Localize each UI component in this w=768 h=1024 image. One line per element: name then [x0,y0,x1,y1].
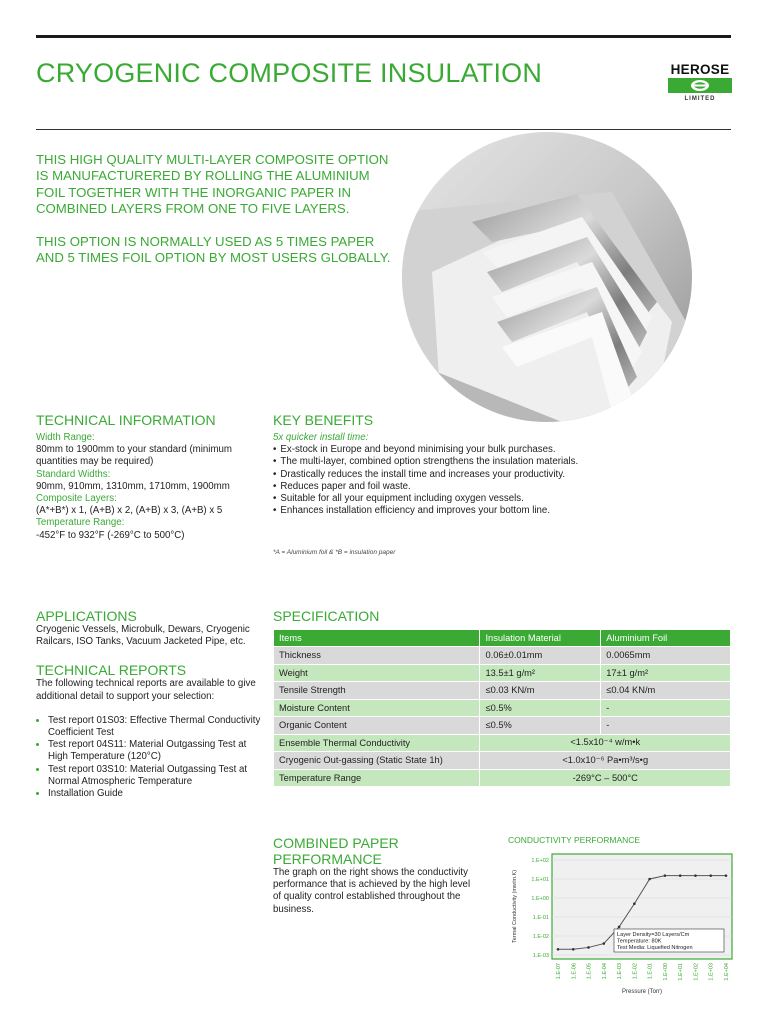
data-point [725,874,728,877]
spec-cell: Cryogenic Out-gassing (Static State 1h) [274,752,480,770]
y-tick-label: 1.E+00 [531,896,549,902]
data-point [618,926,621,929]
product-photo [402,132,692,422]
benefits-lead: 5x quicker install time: [273,432,369,443]
spec-cell: 17±1 g/m² [601,664,731,682]
combined-text: The graph on the right shows the conductivity performance that is achieved by the high level of quality control established throughout the business. [273,867,471,915]
technical-reports [36,662,261,800]
y-tick-label: 1.E-02 [532,934,549,940]
data-point [694,874,697,877]
x-tick-label: 1.E-04 [601,963,608,980]
tech-value: 90mm, 910mm, 1310mm, 1710mm, 1900mm [36,480,230,492]
tech-label: Temperature Range: [36,517,125,529]
spec-cell: <1.5x10⁻⁴ w/m•k [480,734,731,752]
specification-section [273,608,731,787]
x-tick-label: 1.E-06 [571,963,578,980]
report-item [48,764,261,788]
report-desc: Effective Thermal Conductivity Coefficient Test [48,714,261,739]
spec-cell: Thickness [274,647,480,665]
reports-list [36,715,261,800]
x-tick-label: 1.E+02 [693,963,700,981]
spec-heading: SPECIFICATION [273,608,380,624]
logo-bar [668,78,732,93]
reports-heading: TECHNICAL REPORTS [36,662,187,679]
benefits-heading: KEY BENEFITS [273,412,374,428]
data-point [709,874,712,877]
spec-row [274,664,731,682]
technical-information [36,412,261,542]
annotation-line: Test Media: Liquefied Nitrogen [617,945,693,951]
x-tick-label: 1.E-01 [647,963,654,980]
data-point [587,946,590,949]
spec-cell: Tensile Strength [274,682,480,700]
report-code: Test report 01S03: [48,714,128,726]
intro-text [36,152,396,284]
spec-col-header: Aluminium Foil [601,630,731,647]
tech-value: (A*+B*) x 1, (A+B) x 2, (A+B) x 3, (A+B) x 5 [36,505,223,517]
spec-row [274,769,731,787]
benefit-item: • The multi-layer, combined option strengthens the insulation materials. [273,456,733,468]
intro-paragraph-1: THIS HIGH QUALITY MULTI-LAYER COMPOSITE OPTION IS MANUFACTURERED BY ROLLING THE ALUMINIUM FOIL TOGETHER WITH THE INORGANIC PAPER IN COMBINED LAYERS FROM ONE TO FIVE LAYERS. [36,152,389,216]
spec-cell: 0.0065mm [601,647,731,665]
report-desc: Material Outgassing Test at Normal Atmospheric Temperature [48,763,248,787]
y-tick-label: 1.E+01 [531,877,549,883]
benefit-item: • Reduces paper and foil waste. [273,481,733,493]
spec-cell: -269°C – 500°C [480,769,731,787]
data-point [664,874,667,877]
spec-cell: Ensemble Thermal Conductivity [274,734,480,752]
report-item [48,739,261,763]
y-tick-label: 1.E+02 [531,858,549,864]
applications-section [36,608,261,800]
applications-text: Cryogenic Vessels, Microbulk, Dewars, Cryogenic Railcars, ISO Tanks, Vacuum Jacketed Pipe, etc. [36,624,250,648]
spec-cell: ≤0.5% [480,699,601,717]
reports-text: The following technical reports are available to give additional detail to support your selection: [36,678,256,702]
tech-label: Width Range: [36,432,95,443]
data-point [648,878,651,881]
combined-heading: COMBINED PAPER PERFORMANCE [273,835,399,867]
intro-paragraph-2: THIS OPTION IS NORMALLY USED AS 5 TIMES PAPER AND 5 TIMES FOIL OPTION BY MOST USERS GLOBALLY. [36,234,391,266]
x-tick-label: 1.E+04 [724,963,730,981]
chart-title: CONDUCTIVITY PERFORMANCE [508,835,641,845]
insulation-foil-image [402,132,692,422]
tech-heading: TECHNICAL INFORMATION [36,412,216,428]
conductivity-chart [508,835,736,995]
report-code: Test report 04S11: [48,739,127,751]
x-tick-label: 1.E-02 [632,963,639,980]
benefit-item: • Drastically reduces the install time and increases your productivity. [273,469,733,481]
spec-cell: Organic Content [274,717,480,735]
x-axis-label: Pressure (Torr) [621,989,663,995]
y-axis-label: Termal Conductivity (mw/m.K) [512,869,518,944]
benefit-item: • Enhances installation efficiency and improves your bottom line. [273,505,733,517]
spec-row [274,647,731,665]
spec-cell: Moisture Content [274,699,480,717]
data-point [679,874,682,877]
data-point [603,942,606,945]
spec-col-header: Insulation Material [480,630,601,647]
report-item [48,788,261,800]
logo-name: HEROSE [670,62,730,77]
logo-emblem-icon [668,78,732,93]
chart-svg [508,845,736,995]
annotation-line: Layer Density=30 Layers/Cm [617,932,690,938]
x-tick-label: 1.E+01 [678,963,685,981]
spec-col-header: Items [274,630,480,647]
data-point [572,948,575,951]
spec-cell: ≤0.04 KN/m [601,682,731,700]
spec-cell: ≤0.03 KN/m [480,682,601,700]
spec-cell: <1.0x10⁻⁶ Pa•m³/s•g [480,752,731,770]
tech-value: -452°F to 932°F (-269°C to 500°C) [36,529,185,541]
spec-cell: - [601,717,731,735]
spec-cell: Weight [274,664,480,682]
logo-sub: LIMITED [684,96,716,102]
spec-table [273,629,731,787]
header-rule [36,129,731,130]
x-tick-label: 1.E+00 [662,963,669,981]
top-rule [36,35,731,38]
spec-cell: Temperature Range [274,769,480,787]
y-tick-label: 1.E-03 [532,953,549,959]
report-desc: Material Outgassing Test at High Temperature (120°C) [48,739,247,763]
x-tick-label: 1.E-07 [556,963,562,980]
benefits-list [273,444,733,517]
spec-header-row [274,630,731,647]
applications-heading: APPLICATIONS [36,608,137,624]
spec-row [274,682,731,700]
x-tick-label: 1.E-03 [617,963,624,980]
data-point [633,902,636,905]
tech-label: Composite Layers: [36,493,117,505]
tech-items [36,432,261,542]
x-tick-label: 1.E+03 [708,963,715,981]
spec-row [274,699,731,717]
herose-logo [668,63,732,102]
page-title: CRYOGENIC COMPOSITE INSULATION [36,58,543,88]
key-benefits [273,412,733,560]
report-code: Test report 03S10: [48,763,128,775]
tech-value: 80mm to 1900mm to your standard (minimum quantities may be required) [36,444,232,468]
spec-row [274,717,731,735]
spec-cell: ≤0.5% [480,717,601,735]
spec-row [274,734,731,752]
report-item [48,715,261,739]
spec-cell: 13.5±1 g/m² [480,664,601,682]
footnote: *A = Aluminium foil & *B = insulation paper [273,549,396,557]
benefit-item: • Suitable for all your equipment including oxygen vessels. [273,493,733,505]
spec-row [274,752,731,770]
spec-cell: - [601,699,731,717]
combined-performance [273,835,473,916]
benefit-item: • Ex-stock in Europe and beyond minimising your bulk purchases. [273,444,733,456]
report-desc: Installation Guide [48,788,123,800]
y-tick-label: 1.E-01 [532,915,549,921]
data-point [557,948,560,951]
spec-cell: 0.06±0.01mm [480,647,601,665]
x-tick-label: 1.E-05 [586,963,593,980]
annotation-line: Temperature: 80K [617,938,662,945]
tech-label: Standard Widths: [36,468,111,480]
